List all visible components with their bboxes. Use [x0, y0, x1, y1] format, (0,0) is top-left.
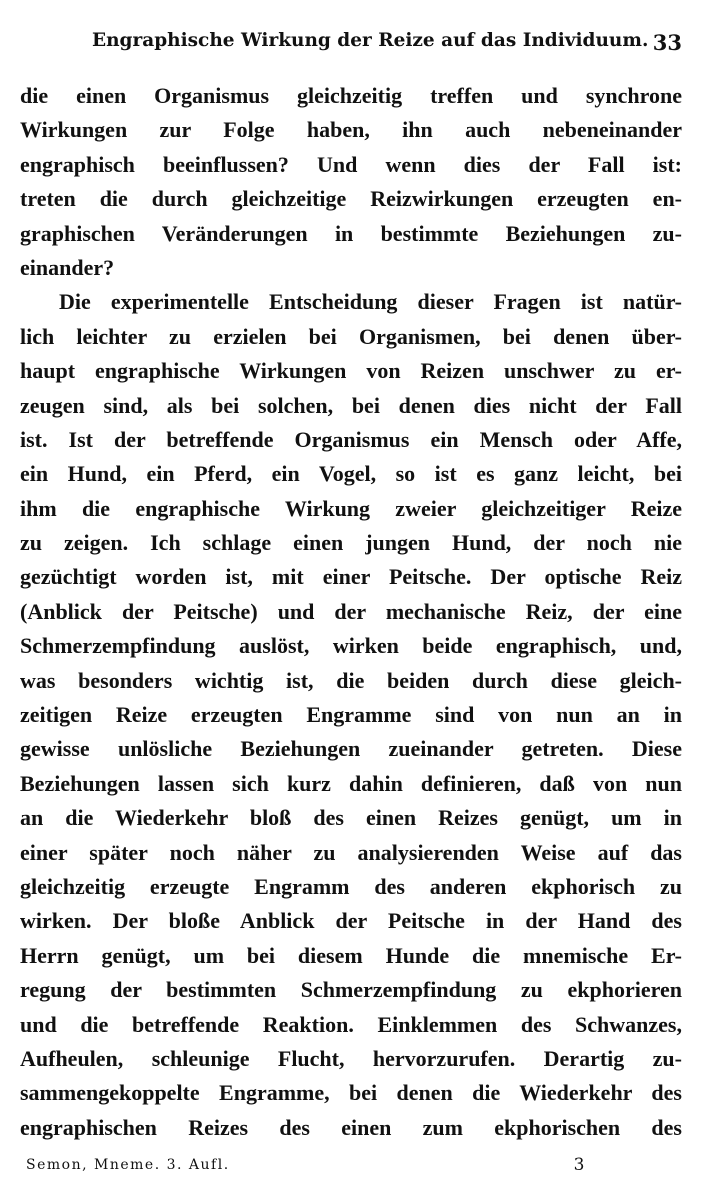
running-title: Engraphische Wirkung der Reize auf das Individuum. — [92, 30, 649, 51]
printer-signature: Semon, Mneme. 3. Aufl. — [26, 1157, 230, 1173]
text-line: graphischen Veränderungen in bestimmte Beziehungen zu- — [20, 220, 682, 246]
text-line: Beziehungen lassen sich kurz dahin definieren, daß von nun — [20, 770, 682, 796]
text-line: haupt engraphische Wirkungen von Reizen unschwer zu er- — [20, 358, 682, 384]
text-line: Herrn genügt, um bei diesem Hunde die mnemische Er- — [20, 942, 682, 968]
text-line: lich leichter zu erzielen bei Organismen, bei denen über- — [20, 323, 682, 349]
text-line: zu zeigen. Ich schlage einen jungen Hund, der noch nie — [20, 530, 682, 556]
page-number: 33 — [652, 30, 682, 55]
running-header — [92, 30, 682, 60]
text-line: einander? — [20, 254, 115, 280]
text-line: was besonders wichtig ist, die beiden durch diese gleich- — [20, 667, 682, 693]
text-line: Wirkungen zur Folge haben, ihn auch nebeneinander — [20, 117, 682, 143]
text-line: treten die durch gleichzeitige Reizwirkungen erzeugten en- — [20, 186, 682, 212]
text-line: ist. Ist der betreffende Organismus ein Mensch oder Affe, — [20, 426, 682, 452]
text-line: wirken. Der bloße Anblick der Peitsche in der Hand des — [20, 908, 682, 934]
text-line: an die Wiederkehr bloß des einen Reizes genügt, um in — [20, 805, 682, 831]
text-line: und die betreffende Reaktion. Einklemmen des Schwanzes, — [20, 1011, 682, 1037]
text-line: engraphischen Reizes des einen zum ekphorischen des — [20, 1114, 682, 1140]
text-line: gezüchtigt worden ist, mit einer Peitsche. Der optische Reiz — [20, 564, 682, 590]
text-line: regung der bestimmten Schmerzempfindung zu ekphorieren — [20, 977, 682, 1003]
text-line: gleichzeitig erzeugte Engramm des anderen ekphorisch zu — [20, 873, 682, 899]
text-line: ihm die engraphische Wirkung zweier gleichzeitiger Reize — [20, 495, 682, 521]
text-line: die einen Organismus gleichzeitig treffen und synchrone — [20, 83, 682, 108]
body-text — [20, 79, 682, 1145]
text-line: zeitigen Reize erzeugten Engramme sind von nun an in — [20, 702, 682, 728]
text-line: zeugen sind, als bei solchen, bei denen dies nicht der Fall — [20, 392, 682, 418]
text-line: Die experimentelle Entscheidung dieser Fragen ist natür- — [59, 289, 682, 315]
page-footer — [26, 1155, 586, 1179]
text-line: sammengekoppelte Engramme, bei denen die Wiederkehr des — [20, 1080, 682, 1106]
text-line: Schmerzempfindung auslöst, wirken beide engraphisch, und, — [20, 633, 682, 659]
text-line: engraphisch beeinflussen? Und wenn dies der Fall ist: — [20, 151, 682, 177]
text-line: einer später noch näher zu analysierenden Weise auf das — [20, 839, 682, 865]
text-line: ein Hund, ein Pferd, ein Vogel, so ist es ganz leicht, bei — [20, 461, 682, 487]
sheet-number: 3 — [573, 1155, 586, 1175]
text-line: gewisse unlösliche Beziehungen zueinander getreten. Diese — [20, 736, 682, 762]
text-line: (Anblick der Peitsche) und der mechanische Reiz, der eine — [20, 598, 682, 624]
text-line: Aufheulen, schleunige Flucht, hervorzurufen. Derartig zu- — [20, 1045, 682, 1071]
